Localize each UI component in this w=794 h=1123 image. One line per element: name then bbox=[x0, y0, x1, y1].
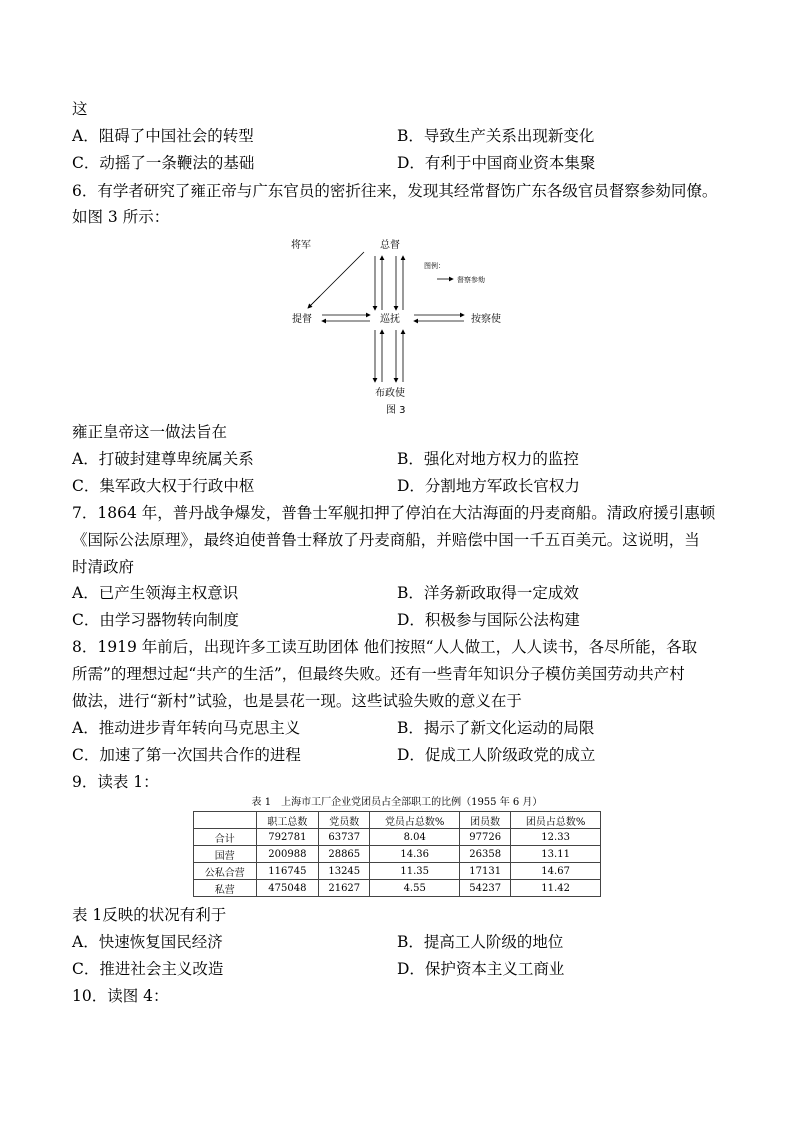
q5-option-b: B．导致生产关系出现新变化 bbox=[397, 127, 595, 145]
table-header-row bbox=[194, 812, 601, 829]
table-row bbox=[194, 880, 601, 897]
table-cell: 97726 bbox=[460, 829, 511, 846]
q9-option-a: A．快速恢复国民经济 bbox=[72, 933, 223, 951]
header-cell: 职工总数 bbox=[256, 812, 319, 829]
q10-stem: 10．读图 4： bbox=[72, 987, 169, 1005]
node-provincial-commander: 提督 bbox=[292, 314, 312, 325]
q9-option-c: C．推进社会主义改造 bbox=[72, 960, 224, 978]
table-cell: 11.42 bbox=[511, 880, 601, 897]
table-cell: 8.04 bbox=[370, 829, 460, 846]
arrow-head-commander bbox=[308, 296, 320, 308]
q6-option-d: D．分割地方军政长官权力 bbox=[397, 477, 580, 495]
legend-label: 督察参劾 bbox=[457, 276, 485, 284]
table-row bbox=[194, 829, 601, 846]
q8-stem-line3: 做法，进行“新村”试验，也是昙花一现。这些试验失败的意义在于 bbox=[72, 692, 522, 710]
q9-option-d: D．保护资本主义工商业 bbox=[397, 960, 565, 978]
table-cell: 12.33 bbox=[511, 829, 601, 846]
q9-stem: 9．读表 1： bbox=[72, 773, 159, 791]
node-governor-general: 总督 bbox=[380, 240, 400, 251]
table-row bbox=[194, 863, 601, 880]
table-cell: 13245 bbox=[319, 863, 370, 880]
q7-option-d: D．积极参与国际公法构建 bbox=[397, 611, 580, 629]
q5-option-d: D．有利于中国商业资本集聚 bbox=[397, 154, 596, 172]
data-table bbox=[193, 811, 601, 897]
table-cell: 116745 bbox=[256, 863, 319, 880]
q6-question: 雍正皇帝这一做法旨在 bbox=[72, 423, 228, 441]
q7-stem-line1: 7．1864 年，普丹战争爆发，普鲁士军舰扣押了停泊在大沽海面的丹麦商船。清政府援引惠顿 bbox=[72, 504, 716, 522]
table-cell: 54237 bbox=[460, 880, 511, 897]
table-cell: 21627 bbox=[319, 880, 370, 897]
q8-stem-line2: 所需”的理想过起“共产的生活”，但最终失败。还有一些青年知识分子模仿美国劳动共产村 bbox=[72, 665, 685, 683]
q8-option-c: C．加速了第一次国共合作的进程 bbox=[72, 746, 301, 764]
table-1 bbox=[193, 796, 601, 897]
q5-stem-tail: 这 bbox=[72, 100, 88, 118]
table-cell: 合计 bbox=[194, 829, 257, 846]
table-cell: 私营 bbox=[194, 880, 257, 897]
node-governor: 巡抚 bbox=[380, 314, 400, 325]
q8-option-d: D．促成工人阶级政党的成立 bbox=[397, 746, 596, 764]
header-cell: 党员占总数% bbox=[370, 812, 460, 829]
q8-stem-line1: 8．1919 年前后，出现许多工读互助团体 他们按照“人人做工，人人读书，各尽所能，各取 bbox=[72, 638, 698, 656]
table-cell: 63737 bbox=[319, 829, 370, 846]
q7-option-a: A．已产生领海主权意识 bbox=[72, 584, 239, 602]
q7-option-c: C．由学习器物转向制度 bbox=[72, 611, 239, 629]
q6-option-a: A．打破封建尊卑统属关系 bbox=[72, 450, 254, 468]
q7-option-b: B．洋务新政取得一定成效 bbox=[397, 584, 579, 602]
node-judicial-commissioner: 按察使 bbox=[471, 314, 501, 325]
table-cell: 国营 bbox=[194, 846, 257, 863]
table-cell: 792781 bbox=[256, 829, 319, 846]
node-general: 将军 bbox=[291, 240, 311, 251]
q8-option-b: B．揭示了新文化运动的局限 bbox=[397, 719, 595, 737]
figure-caption: 图 3 bbox=[386, 405, 406, 416]
q6-stem-line1: 6．有学者研究了雍正帝与广东官员的密折往来，发现其经常督饬广东各级官员督察参劾同僚。 bbox=[72, 182, 718, 200]
header-cell bbox=[194, 812, 257, 829]
table-cell: 11.35 bbox=[370, 863, 460, 880]
table-cell: 公私合营 bbox=[194, 863, 257, 880]
table-cell: 14.67 bbox=[511, 863, 601, 880]
q8-option-a: A．推动进步青年转向马克思主义 bbox=[72, 719, 301, 737]
table-cell: 17131 bbox=[460, 863, 511, 880]
header-cell: 团员占总数% bbox=[511, 812, 601, 829]
table-title: 表 1 上海市工厂企业党团员占全部职工的比例（1955 年 6 月） bbox=[251, 797, 543, 808]
header-cell: 党员数 bbox=[319, 812, 370, 829]
table-cell: 13.11 bbox=[511, 846, 601, 863]
table-cell: 475048 bbox=[256, 880, 319, 897]
table-cell: 28865 bbox=[319, 846, 370, 863]
table-cell: 26358 bbox=[460, 846, 511, 863]
table-row bbox=[194, 846, 601, 863]
header-cell: 团员数 bbox=[460, 812, 511, 829]
table-cell: 4.55 bbox=[370, 880, 460, 897]
q6-stem-line2: 如图 3 所示： bbox=[72, 208, 170, 226]
table-cell: 200988 bbox=[256, 846, 319, 863]
q5-option-c: C．动摇了一条鞭法的基础 bbox=[72, 154, 255, 172]
q9-option-b: B．提高工人阶级的地位 bbox=[397, 933, 564, 951]
q7-stem-line2: 《国际公法原理》，最终迫使普鲁士释放了丹麦商船，并赔偿中国一千五百美元。这说明，当 bbox=[72, 531, 700, 549]
q9-question: 表 1反映的状况有利于 bbox=[72, 906, 227, 924]
legend-title: 图例： bbox=[424, 262, 445, 270]
q5-option-a: A．阻碍了中国社会的转型 bbox=[72, 127, 254, 145]
q7-stem-line3: 时清政府 bbox=[72, 558, 135, 576]
q6-option-c: C．集军政大权于行政中枢 bbox=[72, 477, 255, 495]
table-cell: 14.36 bbox=[370, 846, 460, 863]
q6-option-b: B．强化对地方权力的监控 bbox=[397, 450, 579, 468]
node-financial-commissioner: 布政使 bbox=[375, 388, 405, 399]
figure-3-diagram bbox=[280, 232, 520, 422]
